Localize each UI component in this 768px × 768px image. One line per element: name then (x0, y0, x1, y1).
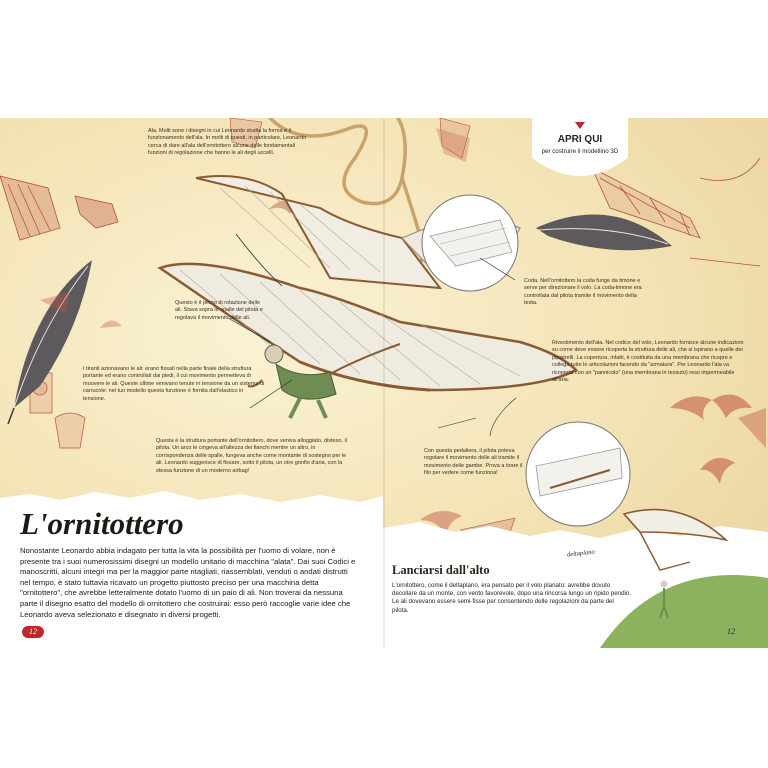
wing-sketch-small (75, 196, 118, 228)
wing-sketch-right (738, 408, 766, 448)
wing-sketch-left (0, 176, 60, 240)
book-spread (0, 118, 768, 648)
page-number-right: 12 (727, 627, 735, 636)
tail-detail-circle (422, 195, 518, 291)
frame-note: Questa è la struttura portante dell'ornitottero, dove veniva alloggiato, disteso, il pilota. Un arco le cingeva all'altezza dei fianchi mentre un altro, in corrispondenza delle spalle, fungeva anche come montante di sostegno per le ali. Leonardo suggerisce di fissare, sotto il pilota, un otre gonfio d'aria, con la stessa funzione di un moderno airbag! (156, 438, 347, 474)
body-paragraph: Nonostante Leonardo abbia indagato per tutta la vita la possibilità per l'uomo di volare, non è presente tra i suoi numerosissimi disegni un modello unitario di macchina "alata". Dai suoi Codici e manoscritti, alcuni integri ma per la maggior parte ritagliati, riassemblati, venduti o andati distrutti nel tempo, è stato tuttavia ricavato un progetto piuttosto preciso per una macchina detta "ornitottero", che avrebbe letteralmente dotato l'uomo di un paio di ali. Non troverai da nessuna parte il disegno esatto del modello di ornitottero che costruirai: esso però raccoglie varie idee che Leonardo aveva selezionato e disegnato in diversi progetti. (20, 546, 356, 619)
tail-note: Coda. Nell'ornitottero la coda funge da timone e serve per direzionare il volo. La coda-timone era controllata dal pilota tramite il movimento della testa. (524, 278, 642, 307)
subheading-text: L'ornitottero, come il deltaplano, era pensato per il volo planato: avrebbe dovuto decollare da un monte, con vento favorevole, dopo una rincorsa lungo un ripido pendio. Le ali dovevano essere semi-fisse per consentendo delle regolazioni da parte del pilota. (392, 582, 632, 614)
deltaplano-label: deltaplano (566, 548, 596, 559)
subheading: Lanciarsi dall'alto (392, 563, 490, 577)
wing-cover-note: Rivestimento dell'ala. Nel codice del volo, Leonardo fornisce alcune indicazioni su come deve essere ricoperta la struttura delle ali, che si ispirano a quelle dei pipistrelli. La copertura, infatti, è costituita da una membrana che ricopre e collega tutte le articolazioni facendo da "armatura". Per Leonardo l'ala va ricoperta con un "pannicolo" (una membrana in tessuto) reso impermeabile all'aria. (552, 340, 744, 384)
pedal-note: Con questa pedaliera, il pilota poteva regolare il movimento delle ali tramite il movimento delle gambe. Prova a tirare il filo per vedere come funziona! (424, 448, 523, 477)
pivot-note: Questo è il perno di rotazione delle ali. Stava sopra le spalle del pilota e regolava il movimento delle ali. (175, 300, 263, 321)
book-spine (383, 118, 385, 648)
open-here-subtext: per costruire il modellino 3D (541, 148, 619, 155)
cables-note: I tiranti azionavano le ali: erano fissati nella parte finale della struttura portante ed erano controllati dai piedi, il cui movimento permetteva di muovere le ali. Queste ultime venivano tenute in tensione da un sistema di carrucole: nel tuo modello questa funzione è fornita dall'elastico in tensione. (83, 366, 265, 402)
open-here-label[interactable]: APRI QUI (557, 134, 603, 145)
page-title: L'ornitottero (20, 506, 184, 541)
bird-sketch-right (700, 458, 735, 484)
page-number-left: 12 (22, 626, 44, 638)
wing-intro-text: Ala. Molti sono i disegni in cui Leonardo studia la forma e il funzionamento dell'ala. In molti di questi, in particolare, Leonardo cerca di dare all'ala dell'ornitottero alcune delle fondamentali funzioni di regolazione che hanno le ali degli uccelli. (148, 128, 307, 157)
bat-wing-sketch (670, 395, 752, 420)
